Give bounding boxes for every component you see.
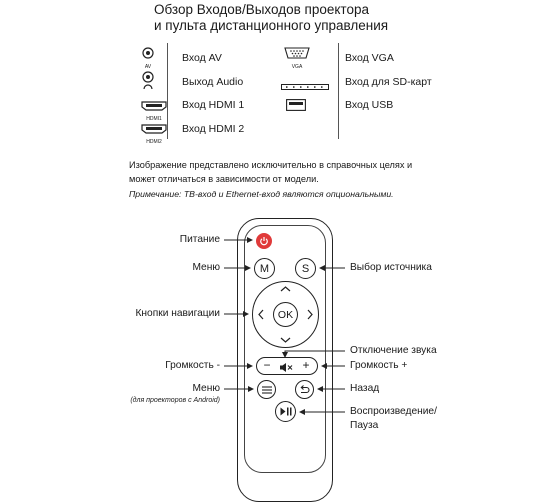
play-pause-icon bbox=[280, 407, 292, 416]
source-s-button[interactable]: S bbox=[295, 258, 316, 279]
power-icon bbox=[259, 236, 269, 246]
back-arrow-icon bbox=[299, 385, 310, 395]
callout-navigation: Кнопки навигации bbox=[135, 308, 220, 319]
callout-source: Выбор источника bbox=[350, 262, 432, 273]
hdmi1-caption: HDMI1 bbox=[146, 116, 162, 122]
ports-divider-right bbox=[338, 43, 339, 139]
callout-play-pause-2: Пауза bbox=[350, 420, 379, 431]
hamburger-icon bbox=[262, 386, 272, 394]
android-menu-button[interactable] bbox=[257, 380, 276, 399]
port-label-av: Вход AV bbox=[182, 52, 222, 64]
callout-android-menu: Меню bbox=[192, 383, 220, 394]
port-label-hdmi2: Вход HDMI 2 bbox=[182, 123, 245, 135]
page-title bbox=[154, 2, 388, 34]
port-label-audio: Выход Audio bbox=[182, 76, 244, 88]
callout-android-note: (для проекторов с Android) bbox=[130, 397, 220, 404]
usb-port-icon bbox=[286, 98, 306, 116]
ok-button[interactable]: OK bbox=[273, 302, 298, 327]
menu-m-button[interactable]: M bbox=[254, 258, 275, 279]
callout-power: Питание bbox=[179, 234, 220, 245]
play-pause-button[interactable] bbox=[275, 401, 296, 422]
av-jack-icon bbox=[141, 46, 155, 70]
callout-play-pause-1: Воспроизведение/ bbox=[350, 406, 437, 417]
title-line-2: и пульта дистанционного управления bbox=[154, 18, 389, 33]
mute-button[interactable] bbox=[279, 360, 293, 378]
hdmi2-caption: HDMI2 bbox=[146, 139, 162, 145]
callout-vol-minus: Громкость - bbox=[165, 360, 220, 371]
audio-jack-icon bbox=[141, 71, 155, 96]
ports-divider-left bbox=[167, 43, 168, 139]
port-label-sd: Вход для SD-карт bbox=[345, 76, 432, 88]
mute-icon bbox=[279, 362, 293, 373]
av-caption: AV bbox=[144, 64, 152, 70]
callout-menu: Меню bbox=[192, 262, 220, 273]
power-button[interactable] bbox=[256, 233, 272, 249]
callout-mute: Отключение звука bbox=[350, 345, 437, 356]
port-label-usb: Вход USB bbox=[345, 99, 394, 111]
callout-vol-plus: Громкость + bbox=[350, 360, 408, 371]
callout-back: Назад bbox=[350, 383, 380, 394]
disclaimer-text: Изображение представлено исключительно в справочных целях и может отличаться в зависимости от модели. bbox=[129, 160, 413, 184]
hdmi-port-icon bbox=[141, 121, 167, 145]
volume-down-button[interactable]: − bbox=[263, 358, 271, 372]
port-label-hdmi1: Вход HDMI 1 bbox=[182, 99, 245, 111]
vga-caption: VGA bbox=[291, 64, 303, 70]
hdmi-port-icon bbox=[141, 98, 167, 122]
title-line-1: Обзор Входов/Выходов проектора bbox=[154, 2, 369, 17]
optional-note: Примечание: ТВ-вход и Ethernet-вход являются опциональными. bbox=[129, 189, 394, 199]
volume-up-button[interactable]: + bbox=[302, 358, 310, 372]
sd-slot-icon bbox=[281, 77, 329, 95]
back-button[interactable] bbox=[295, 380, 314, 399]
vga-port-icon bbox=[284, 46, 310, 70]
port-label-vga: Вход VGA bbox=[345, 52, 394, 64]
